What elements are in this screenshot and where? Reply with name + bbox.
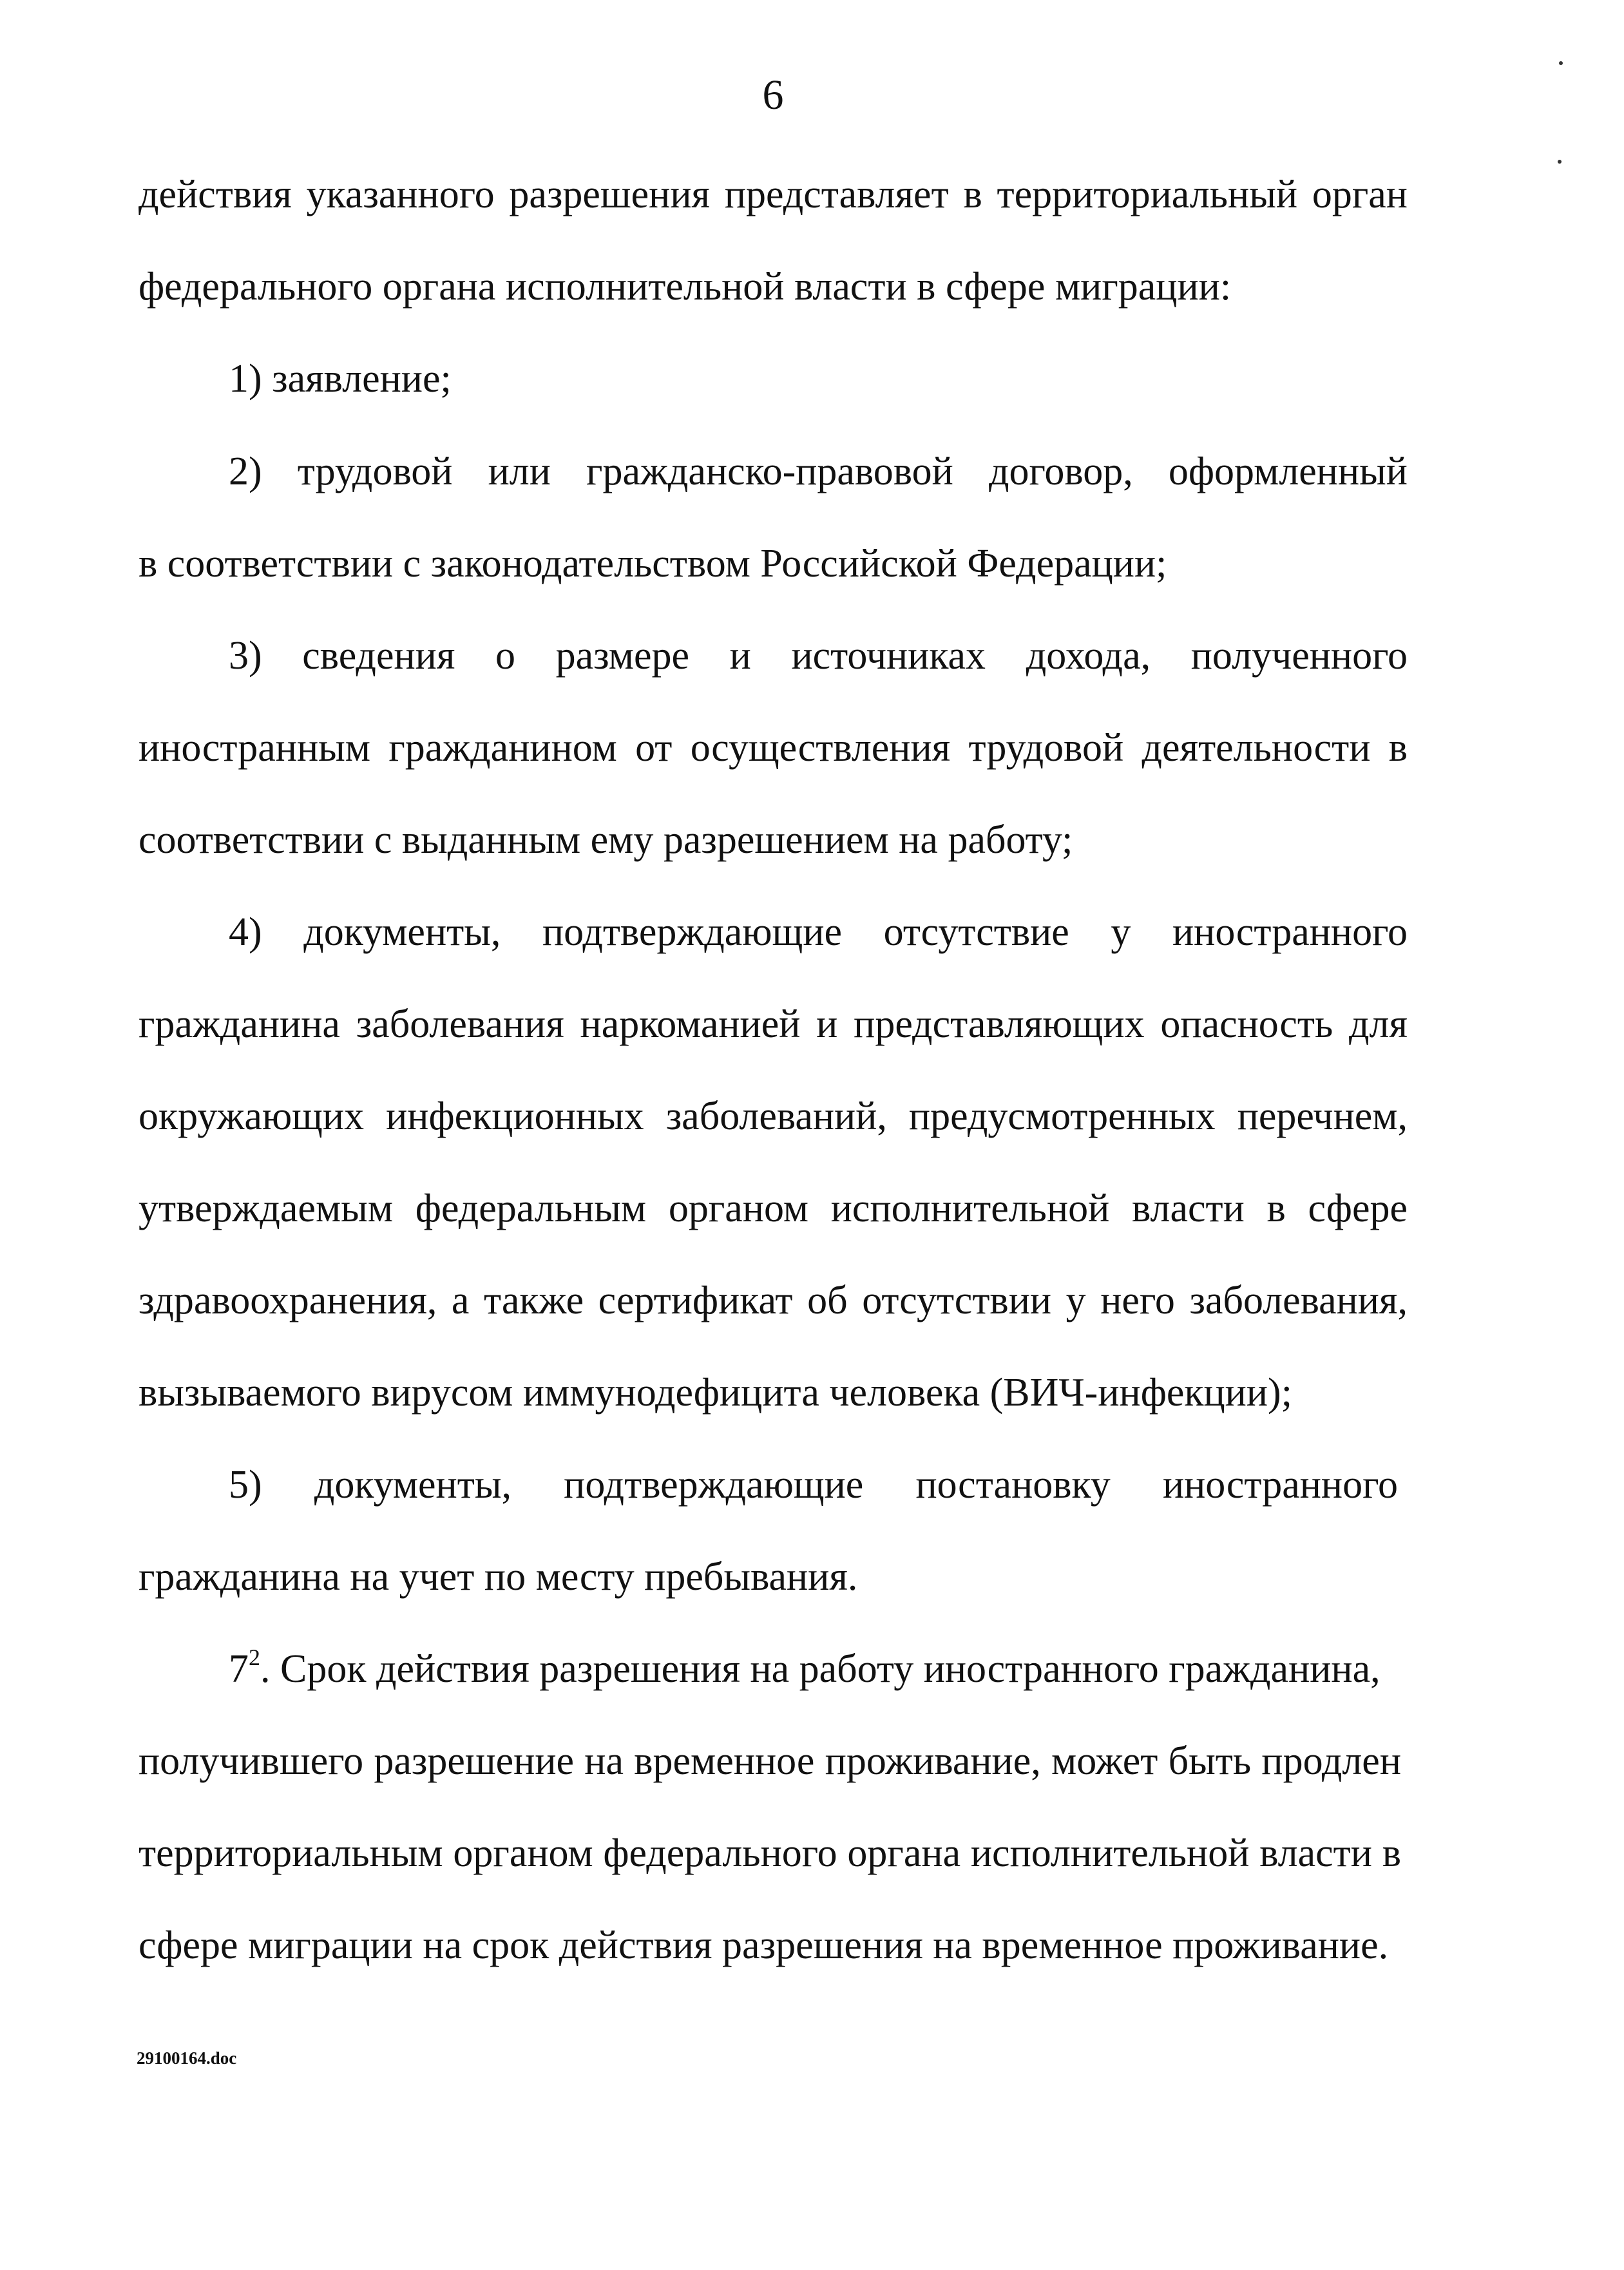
clause-superscript: 2	[249, 1645, 260, 1670]
text-line-12: утверждаемым федеральным органом исполнительной власти в сфере	[139, 1187, 1408, 1230]
text-line-8: соответствии с выданным ему разрешением на работу;	[139, 818, 1073, 862]
text-line-11: окружающих инфекционных заболеваний, предусмотренных перечнем,	[139, 1094, 1408, 1138]
list-item-1: 1) заявление;	[229, 357, 452, 401]
text-line-19: территориальным органом федерального органа исполнительной власти в	[139, 1831, 1401, 1875]
list-item-5: 5) документы, подтверждающие постановку иностранного	[229, 1463, 1398, 1507]
text-line-1: действия указанного разрешения представляет в территориальный орган	[139, 173, 1408, 216]
list-item-3: 3) сведения о размере и источниках дохода, полученного	[229, 634, 1408, 678]
text-line-16: гражданина на учет по месту пребывания.	[139, 1555, 858, 1599]
text-line-7: иностранным гражданином от осуществления трудовой деятельности в	[139, 726, 1408, 770]
page-number: 6	[762, 72, 784, 119]
footer-code: 29100164.doc	[137, 2048, 237, 2068]
text-line-10: гражданина заболевания наркоманией и представляющих опасность для	[139, 1002, 1408, 1046]
text-line-20: сфере миграции на срок действия разрешения на временное проживание.	[139, 1923, 1389, 1967]
list-item-4: 4) документы, подтверждающие отсутствие у иностранного	[229, 910, 1408, 954]
clause-text: . Срок действия разрешения на работу иностранного гражданина,	[260, 1647, 1380, 1691]
text-line-18: получившего разрешение на временное проживание, может быть продлен	[139, 1739, 1401, 1783]
text-line-13: здравоохранения, а также сертификат об отсутствии у него заболевания,	[139, 1279, 1408, 1322]
clause-first-line	[229, 1643, 1395, 1695]
scan-speck	[1559, 61, 1563, 65]
text-line-14: вызываемого вирусом иммунодефицита человека (ВИЧ-инфекции);	[139, 1371, 1292, 1415]
text-line-2: федерального органа исполнительной власти в сфере миграции:	[139, 265, 1232, 309]
text-line-5: в соответствии с законодательством Российской Федерации;	[139, 542, 1167, 586]
scan-speck	[1558, 160, 1562, 164]
list-item-2: 2) трудовой или гражданско-правовой договор, оформленный	[229, 450, 1408, 493]
clause-number: 7	[229, 1647, 249, 1691]
